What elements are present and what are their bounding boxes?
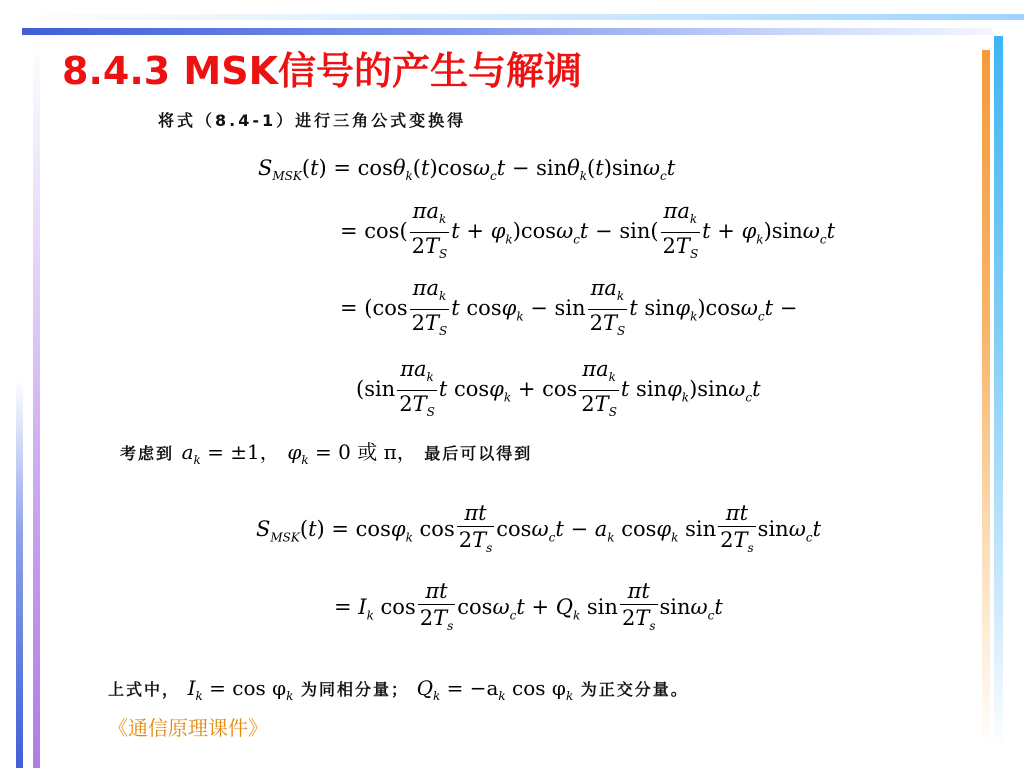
slide-title: 8.4.3 MSK信号的产生与解调 [62, 49, 583, 93]
condition-text [120, 436, 532, 467]
a-symbol: a [181, 440, 194, 464]
qk-symbol: Q [416, 676, 433, 700]
ik-expression-subscript: k [286, 689, 294, 703]
equation-line-3: = (cos $\frac{\pi a_k}{2T_S}$ t cosφ$_k$ − sin $\frac{\pi a_k}{2T_S}$ t sinφ$_k$)cosω$_c$t − [340, 276, 798, 339]
qk-expression-cos: cos φ [505, 676, 566, 700]
qk-subscript: k [432, 689, 441, 703]
qk-expression-cos-subscript: k [565, 689, 574, 703]
left-purple-bar [33, 36, 40, 768]
ik-expression: = cos φ [202, 676, 287, 700]
equation-line-4: (sin $\frac{\pi a_k}{2T_S}$ t cosφ$_k$ + cos $\frac{\pi a_k}{2T_S}$ t sinφ$_k$)sinω$_c$t [356, 357, 761, 420]
condition-prefix: 考虑到 [120, 444, 175, 463]
course-footer: 《通信原理课件》 [108, 716, 268, 740]
phi-symbol: φ [287, 440, 302, 464]
phi-value: = 0 或 π， [308, 440, 417, 464]
equation-line-1: $S_{MSK}(t) = \cos\theta_k(t)\cos\omega_ct - \sin\theta_k(t)\sin\omega_ct$ [258, 156, 676, 184]
a-subscript: k [193, 453, 201, 467]
ik-subscript: k [195, 689, 203, 703]
left-blue-bar [16, 380, 23, 768]
equation-result-1: $S_{MSK}(t) = \cos\varphi_k$ cos $\frac{\pi t}{2T_s}$ $\cos\omega_ct - a_k$ cosφ$_k$ sin $\frac{\pi t}{2T_s}$ sinω$_c$t [256, 501, 822, 556]
conclusion-text [108, 676, 689, 703]
condition-suffix: 最后可以得到 [424, 444, 533, 463]
intro-text: 将式（8.4-1）进行三角公式变换得 [158, 111, 467, 130]
equation-line-2: = cos( $\frac{\pi a_k}{2T_S}$ $t + \varphi_k)\cos\omega_ct - \sin$( $\frac{\pi a_k}{2T_S}$ $t + \varphi_k)\sin\omega_ct$ [340, 199, 836, 262]
inphase-label: 为同相分量； [300, 680, 409, 699]
equation-result-2: = $I_k$ cos $\frac{\pi t}{2T_s}$ $\cos\omega_ct + Q_k$ sin $\frac{\pi t}{2T_s}$ sinω$_c$t [334, 579, 723, 634]
qk-expression-subscript: k [498, 689, 506, 703]
ik-symbol: I [187, 676, 196, 700]
a-value: = ±1， [200, 440, 280, 464]
right-blue-bar [994, 36, 1003, 750]
conclusion-prefix: 上式中， [108, 680, 181, 699]
phi-subscript: k [301, 453, 309, 467]
qk-expression: = −a [440, 676, 499, 700]
quadrature-label: 为正交分量。 [580, 680, 689, 699]
top-accent-bar [22, 28, 992, 35]
right-orange-bar [982, 50, 990, 750]
top-light-bar [0, 14, 1024, 20]
